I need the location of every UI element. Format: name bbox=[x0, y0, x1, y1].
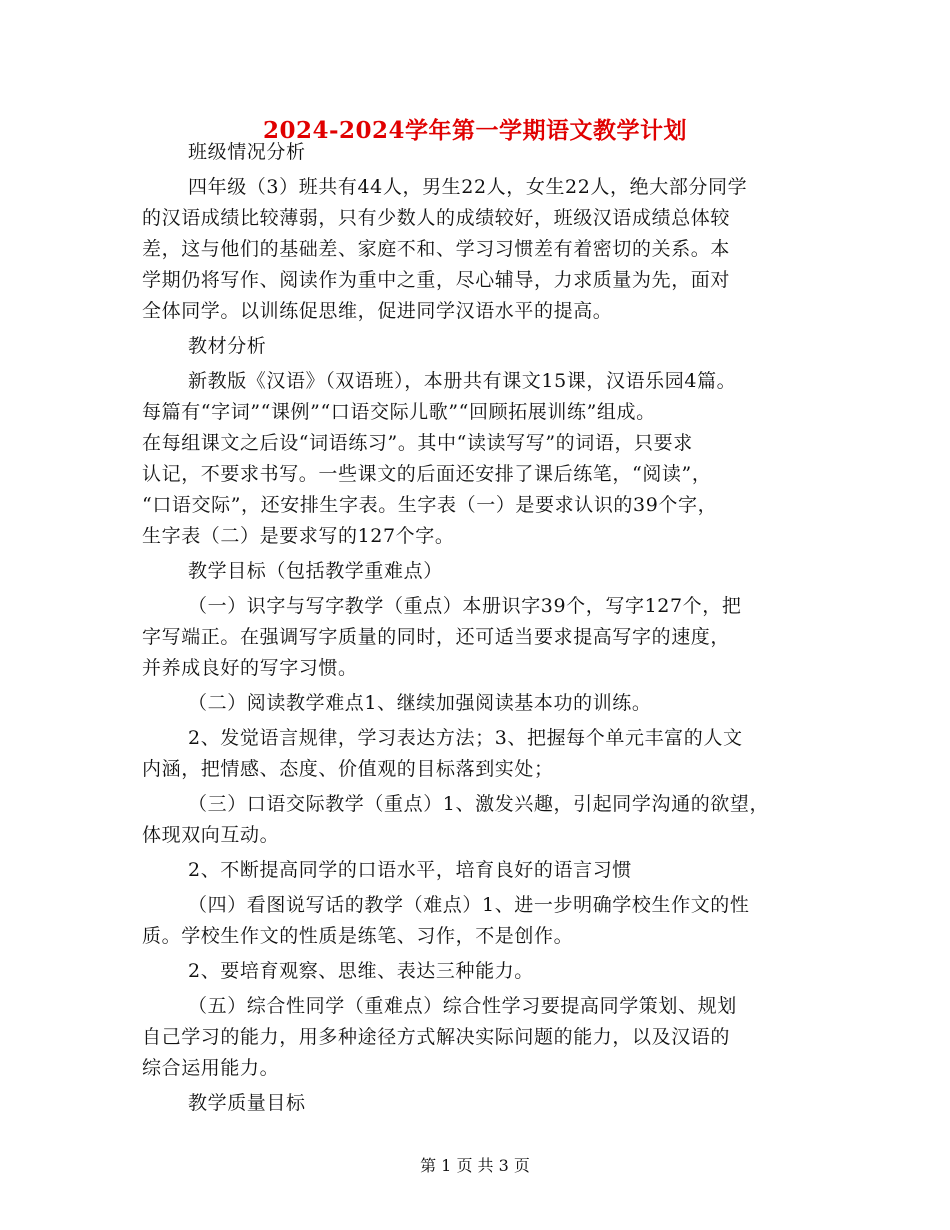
text-line: 2、要培育观察、思维、表达三种能力。 bbox=[188, 960, 534, 982]
paragraph bbox=[142, 1088, 822, 1119]
paragraph bbox=[142, 855, 822, 886]
text-line: 学期仍将写作、阅读作为重中之重，尽心辅导，力求质量为先，面对 bbox=[142, 269, 731, 291]
text-line: 认记，不要求书写。一些课文的后面还安排了课后练笔，“阅读”， bbox=[142, 463, 712, 485]
text-line: 全体同学。以训练促思维，促进同学汉语水平的提高。 bbox=[142, 300, 613, 322]
text-line: （一）识字与写字教学（重点）本册识字39个，写字127个，把 bbox=[188, 595, 742, 617]
text-line: 生字表（二）是要求写的127个字。 bbox=[142, 525, 455, 547]
text-line: 新教版《汉语》（双语班），本册共有课文15课，汉语乐园4篇。 bbox=[188, 370, 737, 392]
paragraph bbox=[142, 890, 822, 952]
text-line: （五）综合性同学（重难点）综合性学习要提高同学策划、规划 bbox=[188, 995, 737, 1017]
text-line: 综合运用能力。 bbox=[142, 1057, 280, 1079]
text-line: （四）看图说写话的教学（难点）1、进一步明确学校生作文的性 bbox=[188, 894, 750, 916]
paragraph bbox=[142, 137, 822, 168]
text-line: 每篇有“字词”“课例”“口语交际儿歌”“回顾拓展训练”组成。 bbox=[142, 401, 656, 423]
paragraph bbox=[142, 789, 822, 851]
text-line: 班级情况分析 bbox=[188, 141, 306, 163]
paragraph bbox=[142, 172, 822, 327]
text-line: 质。学校生作文的性质是练笔、习作，不是创作。 bbox=[142, 925, 574, 947]
paragraph bbox=[142, 991, 822, 1084]
text-line: 体现双向互动。 bbox=[142, 824, 280, 846]
text-line: 教材分析 bbox=[188, 335, 267, 357]
document-title: 2024-2024学年第一学期语文教学计划 bbox=[262, 117, 688, 144]
paragraph bbox=[142, 591, 822, 684]
page-footer: 第 1 页 共 3 页 bbox=[420, 1156, 530, 1175]
paragraph bbox=[142, 331, 822, 362]
text-line: 并养成良好的写字习惯。 bbox=[142, 657, 358, 679]
paragraph bbox=[142, 366, 822, 552]
document-body bbox=[142, 137, 822, 1119]
text-line: （三）口语交际教学（重点）1、激发兴趣，引起同学沟通的欲望， bbox=[188, 793, 770, 815]
text-line: 四年级（3）班共有44人，男生22人，女生22人，绝大部分同学 bbox=[188, 176, 748, 198]
text-line: 教学目标（包括教学重难点） bbox=[188, 560, 443, 582]
text-line: 差，这与他们的基础差、家庭不和、学习习惯差有着密切的关系。本 bbox=[142, 238, 731, 260]
paragraph bbox=[142, 723, 822, 785]
text-line: 字写端正。在强调写字质量的同时，还可适当要求提高写字的速度， bbox=[142, 626, 731, 648]
text-line: （二）阅读教学难点1、继续加强阅读基本功的训练。 bbox=[188, 692, 652, 714]
text-line: “口语交际”，还安排生字表。生字表（一）是要求认识的39个字， bbox=[142, 494, 718, 516]
text-line: 2、不断提高同学的口语水平，培育良好的语言习惯 bbox=[188, 859, 632, 881]
text-line: 内涵，把情感、态度、价值观的目标落到实处； bbox=[142, 758, 554, 780]
text-line: 自己学习的能力，用多种途径方式解决实际问题的能力，以及汉语的 bbox=[142, 1026, 731, 1048]
text-line: 教学质量目标 bbox=[188, 1092, 306, 1114]
paragraph bbox=[142, 956, 822, 987]
text-line: 2、发觉语言规律，学习表达方法；3、把握每个单元丰富的人文 bbox=[188, 727, 743, 749]
text-line: 的汉语成绩比较薄弱，只有少数人的成绩较好，班级汉语成绩总体较 bbox=[142, 207, 731, 229]
paragraph bbox=[142, 556, 822, 587]
paragraph bbox=[142, 688, 822, 719]
text-line: 在每组课文之后设“词语练习”。其中“读读写写”的词语，只要求 bbox=[142, 432, 693, 454]
